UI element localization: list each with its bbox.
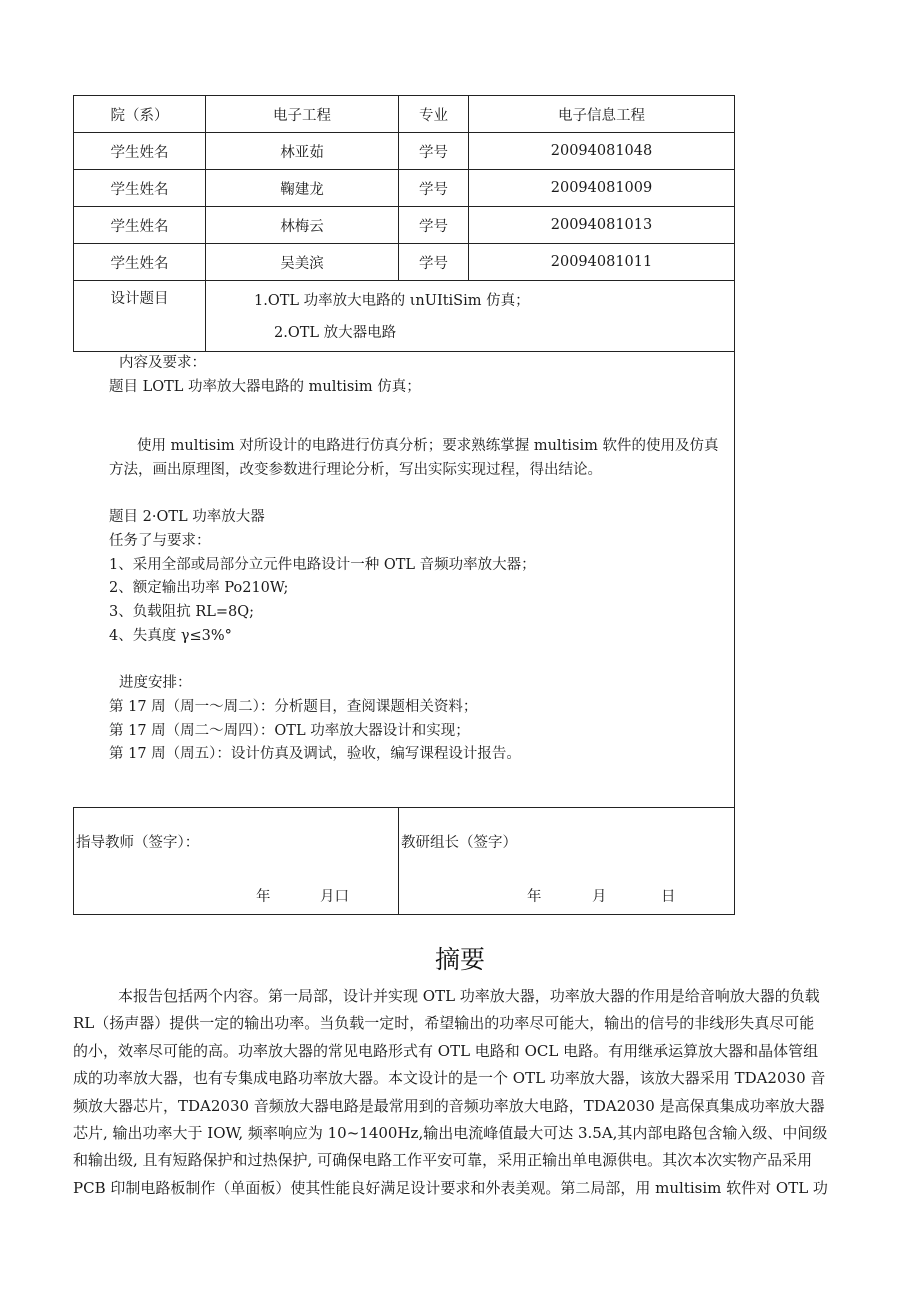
major-value: 电子信息工程 [469,96,735,133]
content-heading: 内容及要求： [119,355,206,371]
leader-signature-cell [399,808,735,915]
topic-2: 2.OTL 放大器电路 [274,325,397,341]
student-row [74,207,735,244]
leader-date-month: 月 [592,889,607,905]
abstract-line: 的小，效率尽可能的高。功率放大器的常见电路形式有 OTL 电路和 OCL 电路。有用继承运算放大器和晶体管组 [73,1041,819,1060]
topic-1-description-line-2: 方法，画出原理图，改变参数进行理论分析，写出实际实现过程，得出结论。 [109,461,602,478]
abstract-body [73,983,833,1202]
dept-value: 电子工程 [206,96,399,133]
student-name: 吴美滨 [206,244,399,281]
abstract-line: 本报告包括两个内容。第一局部，设计并实现 OTL 功率放大器，功率放大器的作用是给音响放大器的负载 [118,987,820,1005]
student-name-label: 学生姓名 [74,207,206,244]
signature-row [74,808,735,915]
leader-signature-label: 教研组长（签字） [401,835,517,851]
student-id-label: 学号 [399,133,469,170]
student-id: 20094081011 [469,244,735,281]
abstract-line: 成的功率放大器，也有专集成电路功率放大器。本文设计的是一个 OTL 功率放大器，该放大器采用 TDA2030 音 [73,1069,826,1088]
requirement-4: 4、失真度 γ≤3%° [109,627,232,644]
student-id-label: 学号 [399,244,469,281]
major-label: 专业 [399,96,469,133]
student-id-label: 学号 [399,170,469,207]
topic-label: 设计题目 [74,281,206,352]
advisor-signature-cell [74,808,399,915]
student-id: 20094081013 [469,207,735,244]
abstract-line: RL（扬声器）提供一定的输出功率。当负载一定时，希望输出的功率尽可能大，输出的信号的非线形失真尽可能 [73,1014,815,1033]
student-id-label: 学号 [399,207,469,244]
abstract-line: 芯片, 输出功率大于 IOW, 频率响应为 10~1400Hz,输出电流峰值最大可达 3.5A,其内部电路包含输入级、中间级 [73,1124,828,1143]
advisor-date-year: 年 [256,889,271,905]
topic-row [74,281,735,352]
schedule-item-2: 第 17 周（周二～周四）：OTL 功率放大器设计和实现； [109,722,470,739]
topic-list [206,281,735,352]
topic-1-title: 题目 LOTL 功率放大器电路的 multisim 仿真； [109,378,421,395]
topic-2-title: 题目 2·OTL 功率放大器 [109,509,265,526]
student-name-label: 学生姓名 [74,244,206,281]
advisor-date-month-day: 月口 [320,889,349,905]
advisor-signature-label: 指导教师（签字）： [76,835,200,851]
student-id: 20094081048 [469,133,735,170]
topic-1: 1.OTL 功率放大电路的 ιnUItiSim 仿真； [254,293,530,309]
topic-1-description-line-1: 使用 multisim 对所设计的电路进行仿真分析；要求熟练掌握 multisim 软件的使用及仿真 [137,438,719,455]
student-name-label: 学生姓名 [74,170,206,207]
student-name-label: 学生姓名 [74,133,206,170]
abstract-line: 和输出级, 且有短路保护和过热保护, 可确保电路工作平安可靠，采用正输出单电源供电。其次本次实物产品采用 [73,1151,813,1170]
content-requirements-cell [74,352,735,808]
student-name: 林亚茹 [206,133,399,170]
dept-label: 院（系） [74,96,206,133]
abstract-line: 频放大器芯片，TDA2030 音频放大器电路是最常用到的音频功率放大电路，TDA2030 是高保真集成功率放大器 [73,1096,825,1115]
topic-2-task-heading: 任务了与要求： [109,532,211,549]
abstract-title: 摘要 [434,945,485,974]
student-name: 林梅云 [206,207,399,244]
requirement-3: 3、负载阻抗 RL=8Q; [109,604,255,620]
schedule-heading: 进度安排： [119,675,192,692]
leader-date-year: 年 [527,889,542,905]
dept-row [74,96,735,133]
student-row [74,170,735,207]
student-row [74,244,735,281]
student-id: 20094081009 [469,170,735,207]
content-row [74,352,735,808]
course-design-form [73,95,735,915]
abstract-line: PCB 印制电路板制作（单面板）使其性能良好满足设计要求和外表美观。第二局部，用 multisim 软件对 OTL 功 [73,1178,828,1197]
requirement-1: 1、采用全部或局部分立元件电路设计一种 OTL 音频功率放大器； [109,556,536,573]
requirement-2: 2、额定输出功率 Po210W; [109,580,289,597]
schedule-item-3: 第 17 周（周五）：设计仿真及调试，验收，编写课程设计报告。 [109,746,521,763]
leader-date-day: 日 [661,889,676,905]
student-name: 鞠建龙 [206,170,399,207]
schedule-item-1: 第 17 周（周一～周二）：分析题目，查阅课题相关资料； [109,698,478,715]
student-row [74,133,735,170]
